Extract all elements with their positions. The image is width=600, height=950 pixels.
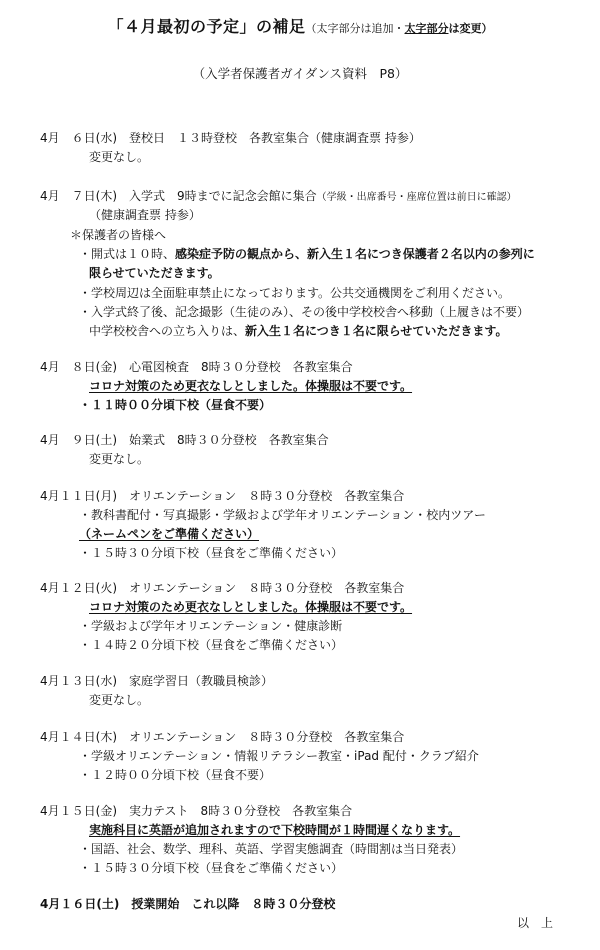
title-note: （太字部分は追加・太字部分は変更） <box>305 22 493 35</box>
entry-header: 4月 ８日(金) 心電図検査 8時３０分登校 各教室集合 <box>40 360 353 374</box>
entry-line: ・学校周辺は全面駐車禁止になっております。公共交通機関をご利用ください。 <box>79 286 511 300</box>
entry-line: コロナ対策のため更衣なしとしました。体操服は不要です。 <box>89 379 413 393</box>
entry-line: ・教科書配付・写真撮影・学級および学年オリエンテーション・校内ツアー <box>79 508 486 522</box>
entry-header: 4月１４日(木) オリエンテーション ８時３０分登校 各教室集合 <box>40 730 405 744</box>
entry-line: ・国語、社会、数学、理科、英語、学習実態調査（時間割は当日発表） <box>79 842 464 856</box>
entry-line: ・１２時００分頃下校（昼食不要） <box>79 768 272 782</box>
entry-line: コロナ対策のため更衣なしとしました。体操服は不要です。 <box>89 600 413 614</box>
entry-line: 変更なし。 <box>89 693 150 707</box>
entry-line: ＊保護者の皆様へ <box>70 228 167 242</box>
document-title <box>0 14 600 37</box>
entry-line: （ネームペンをご準備ください） <box>79 527 260 541</box>
entry-header: 4月１５日(金) 実力テスト 8時３０分登校 各教室集合 <box>40 804 353 818</box>
entry-header: 4月 ６日(水) 登校日 １３時登校 各教室集合（健康調査票 持参） <box>40 131 421 145</box>
entry-line: ・開式は１０時、感染症予防の観点から、新入生１名につき保護者２名以内の参列に <box>79 247 535 261</box>
entry-header: 4月１２日(火) オリエンテーション ８時３０分登校 各教室集合 <box>40 581 405 595</box>
entry-line: ・１４時２０分頃下校（昼食をご準備ください） <box>79 638 344 652</box>
entry-header: 4月 ７日(木) 入学式 9時までに記念会館に集合（学級・出席番号・座席位置は前日に確認） <box>40 189 517 203</box>
title-note-underlined: 太字部分 <box>404 22 449 35</box>
entry-line: 実施科目に英語が追加されますので下校時間が１時間遅くなります。 <box>89 823 461 837</box>
title-main: 「４月最初の予定」の補足 <box>107 17 306 36</box>
entry-line: ・１５時３０分頃下校（昼食をご準備ください） <box>79 546 344 560</box>
entry-line: 限らせていただきます。 <box>89 266 220 280</box>
entry-line: ・１５時３０分頃下校（昼食をご準備ください） <box>79 861 344 875</box>
entry-header: 4月 ９日(土) 始業式 8時３０分登校 各教室集合 <box>40 433 329 447</box>
entry-line: ・１１時００分頃下校（昼食不要） <box>79 398 272 412</box>
entry-line: 中学校校舎への立ち入りは、新入生１名につき１名に限らせていただきます。 <box>89 324 508 338</box>
document-subtitle: （入学者保護者ガイダンス資料 P8） <box>192 66 408 81</box>
entry-header: 4月１３日(水) 家庭学習日（教職員検診） <box>40 674 273 688</box>
entry-line: ・学級オリエンテーション・情報リテラシー教室・iPad 配付・クラブ紹介 <box>79 749 479 763</box>
closing-mark: 以 上 <box>517 916 554 930</box>
entry-line: ・学級および学年オリエンテーション・健康診断 <box>79 619 343 633</box>
entry-line: 変更なし。 <box>89 452 150 466</box>
entry-header: 4月１１日(月) オリエンテーション ８時３０分登校 各教室集合 <box>40 489 405 503</box>
entry-line: （健康調査票 持参） <box>89 208 201 222</box>
entry-header: 4月１６日(土) 授業開始 これ以降 ８時３０分登校 <box>40 897 336 911</box>
entry-line: ・入学式終了後、記念撮影（生徒のみ）、その後中学校校舎へ移動（上履きは不要） <box>79 305 530 319</box>
entry-line: 変更なし。 <box>89 150 150 164</box>
